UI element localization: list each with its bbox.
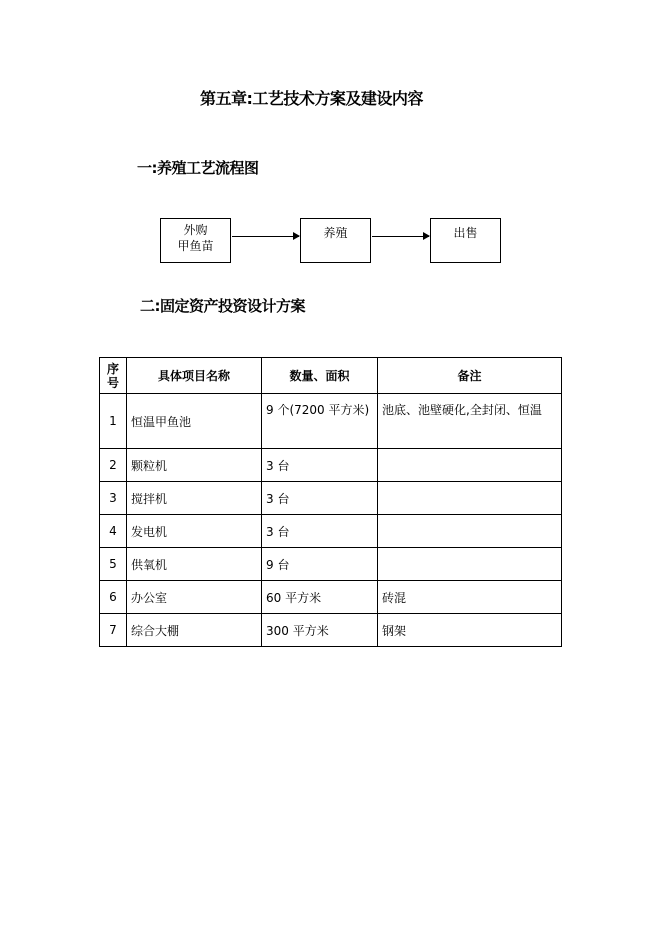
header-qty: 数量、面积 (262, 358, 378, 394)
flow-step-breeding (300, 218, 371, 263)
table-row (100, 614, 562, 647)
cell-no: 2 (100, 449, 127, 482)
header-name: 具体项目名称 (127, 358, 262, 394)
cell-name: 综合大棚 (127, 614, 262, 647)
table-row (100, 515, 562, 548)
header-note: 备注 (378, 358, 562, 394)
cell-no: 7 (100, 614, 127, 647)
flow-step-sale (430, 218, 501, 263)
flow-arrow (372, 236, 429, 237)
cell-note (378, 482, 562, 515)
cell-name: 供氧机 (127, 548, 262, 581)
cell-name: 搅拌机 (127, 482, 262, 515)
flow-step-purchase (160, 218, 231, 263)
cell-note: 钢架 (378, 614, 562, 647)
cell-note: 砖混 (378, 581, 562, 614)
cell-qty: 300 平方米 (262, 614, 378, 647)
cell-qty: 60 平方米 (262, 581, 378, 614)
cell-name: 颗粒机 (127, 449, 262, 482)
chapter-title: 第五章:工艺技术方案及建设内容 (200, 89, 423, 108)
cell-no: 1 (100, 394, 127, 449)
flow-step-label: 甲鱼苗 (177, 239, 214, 253)
cell-qty: 3 台 (262, 482, 378, 515)
cell-no: 6 (100, 581, 127, 614)
cell-qty: 3 台 (262, 449, 378, 482)
flow-arrow (232, 236, 299, 237)
flow-step-label: 出售 (453, 226, 478, 240)
flow-step-label: 养殖 (323, 226, 348, 240)
section-heading-flowchart: 一:养殖工艺流程图 (137, 159, 259, 177)
cell-no: 3 (100, 482, 127, 515)
table-row (100, 581, 562, 614)
section-heading-investment: 二:固定资产投资设计方案 (140, 297, 305, 315)
cell-note (378, 515, 562, 548)
cell-note (378, 548, 562, 581)
header-no (100, 358, 127, 394)
table-row (100, 482, 562, 515)
table-header-row (100, 358, 562, 394)
table-row (100, 449, 562, 482)
cell-name: 发电机 (127, 515, 262, 548)
table-row (100, 548, 562, 581)
cell-no: 5 (100, 548, 127, 581)
cell-note (378, 449, 562, 482)
header-no-line2: 号 (106, 375, 119, 390)
flow-step-label: 外购 (183, 223, 208, 237)
cell-name: 办公室 (127, 581, 262, 614)
cell-qty: 9 台 (262, 548, 378, 581)
table-row (100, 394, 562, 449)
header-no-line1: 序 (106, 361, 119, 376)
investment-table (99, 357, 562, 647)
cell-no: 4 (100, 515, 127, 548)
cell-qty: 9 个(7200 平方米) (262, 394, 378, 449)
cell-note: 池底、池壁硬化,全封闭、恒温 (378, 394, 562, 449)
cell-name: 恒温甲鱼池 (127, 394, 262, 449)
cell-qty: 3 台 (262, 515, 378, 548)
